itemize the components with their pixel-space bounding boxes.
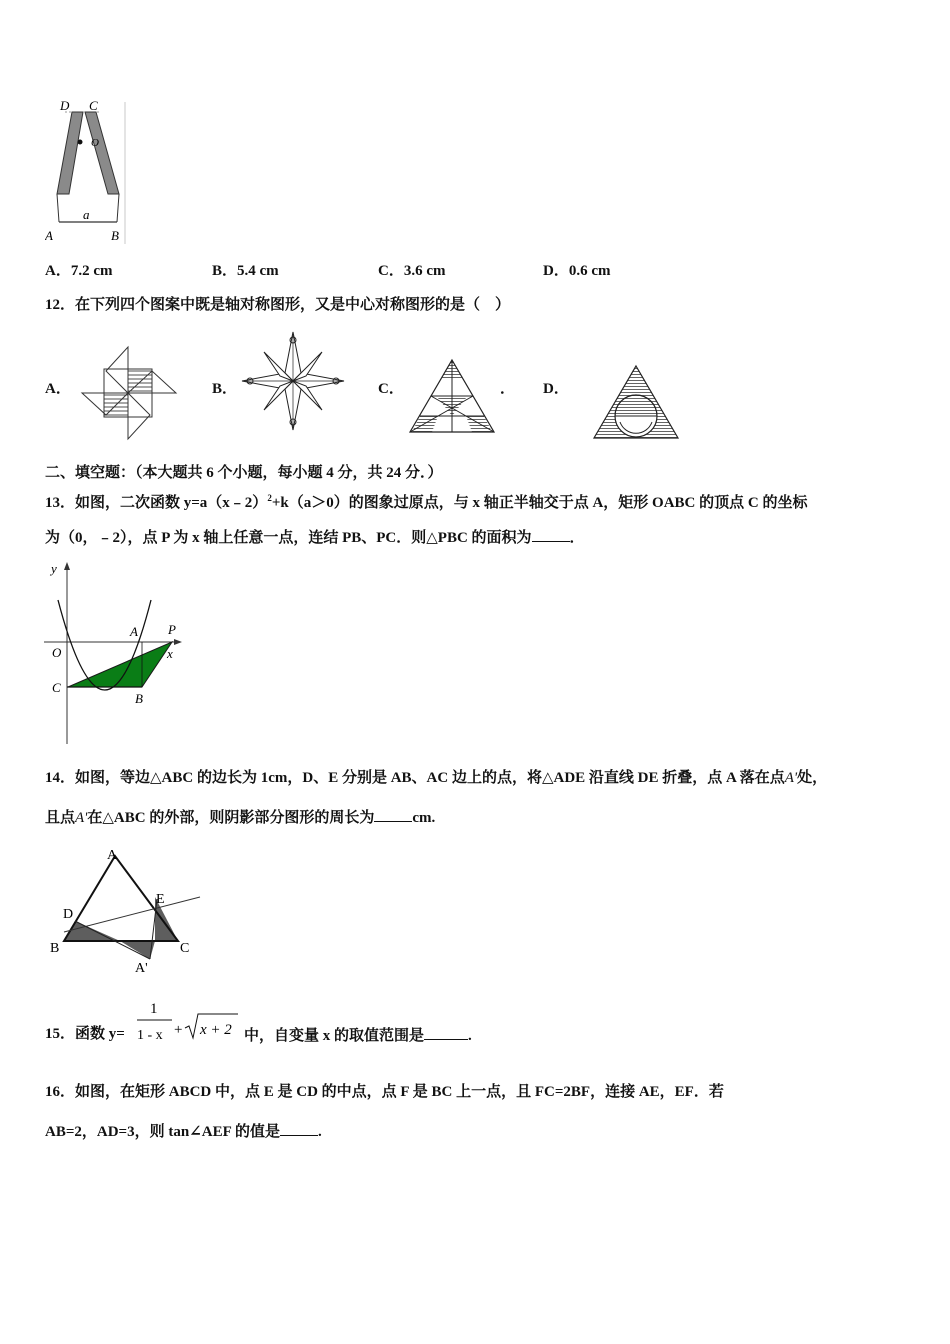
q15-answer-blank[interactable] xyxy=(424,1025,468,1040)
q12-option-c-label: C． xyxy=(378,381,404,397)
q11-option-d: D．0.6 cm xyxy=(543,263,611,279)
q13-label-b: B xyxy=(135,691,143,706)
q12-dot: ． xyxy=(500,381,516,397)
q14-label-a-prime: A' xyxy=(135,961,148,976)
q14-label-a: A xyxy=(107,848,118,863)
q15-fraction-denominator: 1 - x xyxy=(137,1028,163,1043)
q11-compass-figure xyxy=(45,98,130,246)
q14-line-2: 且点A'在△ABC 的外部，则阴影部分图形的周长为 cm. xyxy=(45,807,435,827)
q14-label-e: E xyxy=(156,892,165,907)
q12-triangle-circle-figure xyxy=(592,364,680,440)
q11-label-a-length: a xyxy=(83,207,90,222)
q13-line-1: 13．如图，二次函数 y=a（x﹣2）$^2$+k（a＞0）的图象过原点，与 x 轴正半轴交于点 A，矩形 OABC 的顶点 C 的坐标 xyxy=(45,493,808,511)
q12-compass-star-figure xyxy=(240,330,346,432)
q11-label-o: O xyxy=(91,137,99,149)
q15-plus: + xyxy=(174,1022,183,1038)
q14-answer-blank[interactable] xyxy=(374,807,412,822)
q15-suffix: 中，自变量 x 的取值范围是 . xyxy=(244,1025,472,1045)
q13-parabola-figure xyxy=(40,560,185,748)
q13-line-2: 为（0，﹣2），点 P 为 x 轴上任意一点，连结 PB、PC．则△PBC 的面积为 ． xyxy=(45,527,585,547)
q14-line-1: 14．如图，等边△ABC 的边长为 1cm，D、E 分别是 AB、AC 边上的点，将△ADE 沿直线 DE 折叠，点 A 落在点A'处， xyxy=(45,770,828,786)
q12-option-b-label: B． xyxy=(212,381,238,397)
q16-line-2: AB=2，AD=3，则 tan∠AEF 的值是 . xyxy=(45,1121,322,1141)
q11-label-d: D xyxy=(60,98,70,113)
q12-pinwheel-figure xyxy=(80,345,178,441)
q12-option-a-label: A． xyxy=(45,381,71,397)
q11-option-b: B．5.4 cm xyxy=(212,263,279,279)
q16-answer-blank[interactable] xyxy=(280,1121,318,1136)
q15-prefix: 15．函数 y= xyxy=(45,1026,125,1042)
q12-stem: 12．在下列四个图案中既是轴对称图形，又是中心对称图形的是（ ） xyxy=(45,297,511,313)
q16-line-1: 16．如图，在矩形 ABCD 中，点 E 是 CD 的中点，点 F 是 BC 上一点，且 FC=2BF，连接 AE，EF．若 xyxy=(45,1084,724,1100)
q11-option-a: A．7.2 cm xyxy=(45,263,113,279)
q15-formula xyxy=(132,998,244,1046)
section-2-heading: 二、填空题：（本大题共 6 个小题，每小题 4 分，共 24 分．） xyxy=(45,465,443,481)
q13-label-p: P xyxy=(168,622,176,637)
q13-label-y: y xyxy=(51,561,57,576)
q14-label-c: C xyxy=(180,941,190,956)
q13-label-x: x xyxy=(167,646,173,661)
q14-label-d: D xyxy=(63,907,74,922)
q14-label-b: B xyxy=(50,941,60,956)
q11-label-c: C xyxy=(89,98,98,113)
q11-label-b: B xyxy=(111,228,119,243)
q15-sqrt-body: x + 2 xyxy=(200,1022,232,1038)
q12-option-d-label: D． xyxy=(543,381,569,397)
q13-label-c: C xyxy=(52,680,61,695)
q13-answer-blank[interactable] xyxy=(532,527,570,542)
q13-label-a: A xyxy=(130,624,138,639)
q14-fold-triangle-figure xyxy=(45,842,205,977)
q11-option-c: C．3.6 cm xyxy=(378,263,446,279)
q15-fraction-numerator: 1 xyxy=(150,1001,158,1017)
q12-hatched-triangle-figure xyxy=(408,358,496,434)
q13-label-o: O xyxy=(52,645,62,660)
q11-label-a: A xyxy=(45,228,53,243)
